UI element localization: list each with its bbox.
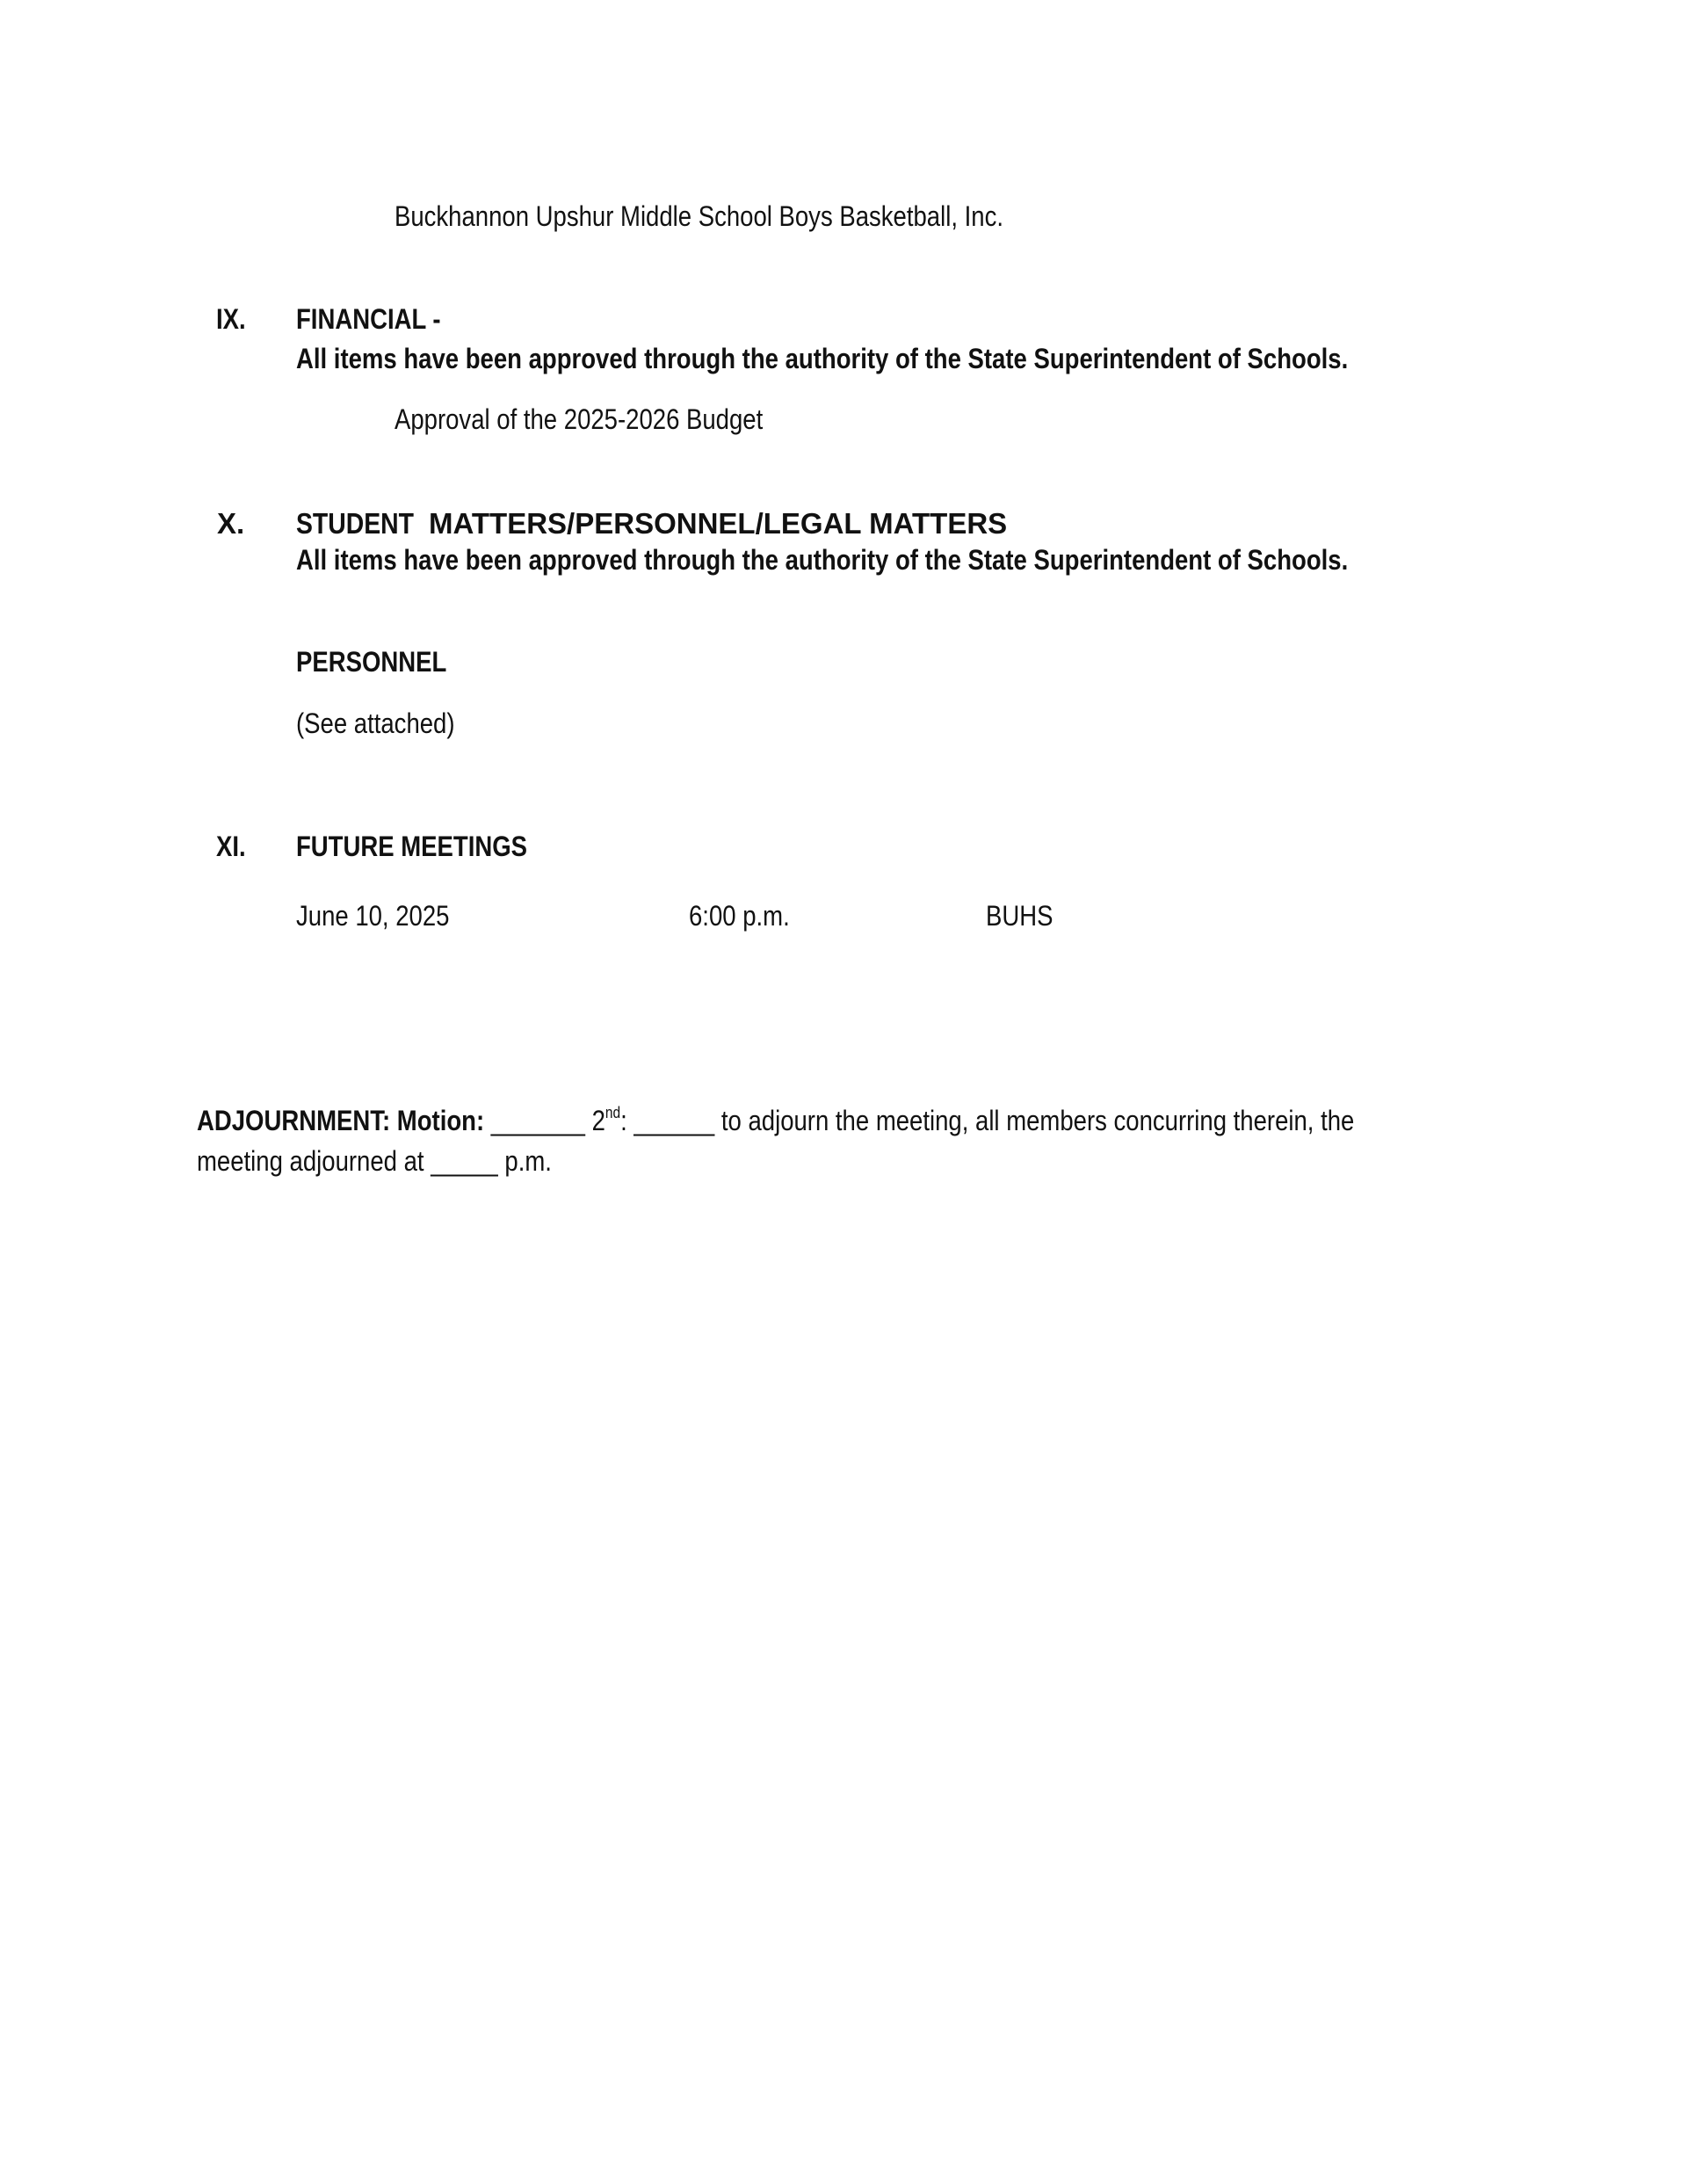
section-xi-numeral: XI. <box>216 831 246 862</box>
second-label <box>592 1105 627 1136</box>
section-x-title <box>296 506 1007 541</box>
section-x-title-part2: MATTERS/PERSONNEL/LEGAL MATTERS <box>429 507 1008 540</box>
section-x-title-part1: STUDENT <box>296 507 415 540</box>
continuation-org-line: Buckhannon Upshur Middle School Boys Basketball, Inc. <box>395 200 1003 232</box>
section-ix-title: FINANCIAL - <box>296 303 441 335</box>
adjournment-label: ADJOURNMENT: Motion: <box>197 1105 485 1136</box>
meeting-date: June 10, 2025 <box>296 900 450 932</box>
adjournment-text-1: to adjourn the meeting, all members concurring therein, the <box>720 1105 1355 1136</box>
adjournment-text-2-suffix: p.m. <box>504 1145 552 1177</box>
adjournment-line-1 <box>197 1103 1354 1138</box>
second-prefix: 2 <box>591 1105 605 1136</box>
second-colon: : <box>620 1105 627 1136</box>
second-blank: ______ <box>634 1105 715 1136</box>
adjourn-time-blank: _____ <box>431 1145 498 1177</box>
section-ix-numeral: IX. <box>216 303 246 335</box>
section-x-approval-note: All items have been approved through the authority of the State Superintendent of Schools. <box>296 544 1349 576</box>
adjournment-text-2-prefix: meeting adjourned at <box>197 1145 424 1177</box>
meeting-location: BUHS <box>986 900 1053 932</box>
personnel-see-attached: (See attached) <box>296 707 455 739</box>
section-ix-approval-note: All items have been approved through the authority of the State Superintendent of Schools. <box>296 343 1349 374</box>
meeting-time: 6:00 p.m. <box>689 900 790 932</box>
section-ix-item-budget: Approval of the 2025-2026 Budget <box>395 403 764 435</box>
section-x-numeral: X. <box>217 507 245 540</box>
adjournment-line-2 <box>197 1143 552 1179</box>
motion-blank: _______ <box>490 1105 585 1136</box>
personnel-subheading: PERSONNEL <box>296 646 447 678</box>
section-xi-title: FUTURE MEETINGS <box>296 831 527 862</box>
second-superscript: nd <box>605 1104 621 1121</box>
